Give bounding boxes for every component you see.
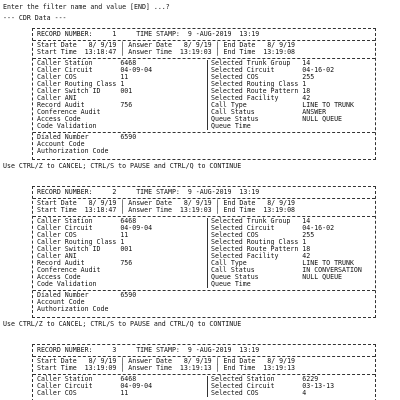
cdr-record-box — [32, 186, 376, 318]
section-title: --- CDR Data --- — [3, 14, 67, 22]
selected-field: Selected Circuit 04-16-02 — [211, 66, 335, 74]
dialed-field: Dialed Number 6590 — [33, 133, 137, 141]
record-header: RECORD NUMBER: 3 TIME STAMP: 9 -AUG-2019 13:19 — [33, 346, 260, 354]
cdr-record-box — [32, 28, 376, 160]
selected-field: Call Type LINE TO TRUNK — [211, 101, 354, 109]
selected-field: Queue Status NULL QUEUE — [211, 115, 343, 123]
selected-field: Selected Facility 42 — [211, 252, 311, 260]
dialed-field: Account Code — [33, 140, 121, 148]
selected-field: Selected Routing Class 1 — [211, 238, 307, 246]
selected-field: Selected Facility 42 — [211, 94, 311, 102]
selected-field: Queue Time — [211, 122, 303, 130]
caller-field: Caller Station 6468 — [33, 59, 137, 67]
caller-field: Caller Circuit 04-09-04 — [33, 382, 153, 390]
selected-field: Selected COS 4 — [211, 389, 307, 397]
dialed-field: Authorization Code — [33, 147, 121, 155]
caller-field: Code Validation — [33, 280, 121, 288]
selected-field: Selected Circuit 03-13-13 — [211, 382, 335, 390]
column-separator — [207, 218, 208, 288]
dialed-field: Dialed Number 6590 — [33, 291, 137, 299]
selected-field: Selected Trunk Group 14 — [211, 217, 311, 225]
filter-prompt: Enter the filter name and value [END] ...? — [3, 3, 170, 11]
time-row: Start Time 13:18:47 | Answer Time 13:19:03 | End Time 13:19:08 — [33, 206, 296, 214]
caller-field: Caller Switch ID 001 — [33, 87, 133, 95]
record-header: RECORD NUMBER: 2 TIME STAMP: 9 -AUG-2019 13:19 — [33, 188, 260, 196]
selected-field: Selected Route Pattern 18 — [211, 87, 311, 95]
selected-field: Selected COS 255 — [211, 231, 315, 239]
caller-field: Conference Audit — [33, 266, 121, 274]
caller-field: Conference Audit — [33, 108, 121, 116]
caller-field: Record Audit 756 — [33, 259, 133, 267]
selected-field: Selected Trunk Group 14 — [211, 59, 311, 67]
selected-field: Selected Route Pattern 18 — [211, 245, 311, 253]
caller-field: Access Code — [33, 115, 121, 123]
dialed-field: Account Code — [33, 298, 121, 306]
selected-field: Selected Circuit 04-16-02 — [211, 224, 335, 232]
caller-field: Caller Station 6468 — [33, 217, 137, 225]
cdr-record-box — [32, 344, 376, 400]
selected-field: Selected Station 6229 — [211, 375, 319, 383]
caller-field: Caller Circuit 04-09-04 — [33, 66, 153, 74]
caller-field: Caller Circuit 04-09-04 — [33, 224, 153, 232]
selected-field: Queue Time — [211, 280, 303, 288]
time-row: Start Time 13:19:09 | Answer Time 13:19:13 | End Time 13:19:13 — [33, 364, 296, 372]
caller-field: Code Validation — [33, 122, 121, 130]
time-row: Start Time 13:18:47 | Answer Time 13:19:03 | End Time 13:19:08 — [33, 48, 296, 56]
column-separator — [207, 376, 208, 397]
time-row: Start Date 8/ 9/19 | Answer Date 8/ 9/19 | End Date 8/ 9/19 — [33, 41, 296, 49]
caller-field: Caller ANI — [33, 94, 121, 102]
dialed-field: Authorization Code — [33, 305, 121, 313]
time-row: Start Date 8/ 9/19 | Answer Date 8/ 9/19 | End Date 8/ 9/19 — [33, 357, 296, 365]
caller-field: Caller COS 11 — [33, 231, 129, 239]
caller-field: Caller Station 6468 — [33, 375, 137, 383]
selected-field: Call Status IN CONVERSATION — [211, 266, 362, 274]
selected-field: Call Type LINE TO TRUNK — [211, 259, 354, 267]
continue-prompt: Use CTRL/Z to CANCEL; CTRL/S to PAUSE and CTRL/Q to CONTINUE — [3, 320, 242, 328]
caller-field: Caller COS 11 — [33, 389, 129, 397]
caller-field: Caller Routing Class 1 — [33, 80, 125, 88]
selected-field: Queue Status NULL QUEUE — [211, 273, 343, 281]
time-row: Start Date 8/ 9/19 | Answer Date 8/ 9/19 | End Date 8/ 9/19 — [33, 199, 296, 207]
selected-field: Selected COS 255 — [211, 73, 315, 81]
continue-prompt: Use CTRL/Z to CANCEL; CTRL/S to PAUSE and CTRL/Q to CONTINUE — [3, 162, 242, 170]
caller-field: Caller COS 11 — [33, 73, 129, 81]
caller-field: Caller ANI — [33, 252, 121, 260]
caller-field: Caller Routing Class 1 — [33, 238, 125, 246]
caller-field: Caller Switch ID 001 — [33, 245, 133, 253]
selected-field: Call Status ANSWER — [211, 108, 327, 116]
record-header: RECORD NUMBER: 1 TIME STAMP: 9 -AUG-2019 13:19 — [33, 30, 260, 38]
caller-field: Record Audit 756 — [33, 101, 133, 109]
selected-field: Selected Routing Class 1 — [211, 80, 307, 88]
caller-field: Access Code — [33, 273, 121, 281]
column-separator — [207, 60, 208, 130]
